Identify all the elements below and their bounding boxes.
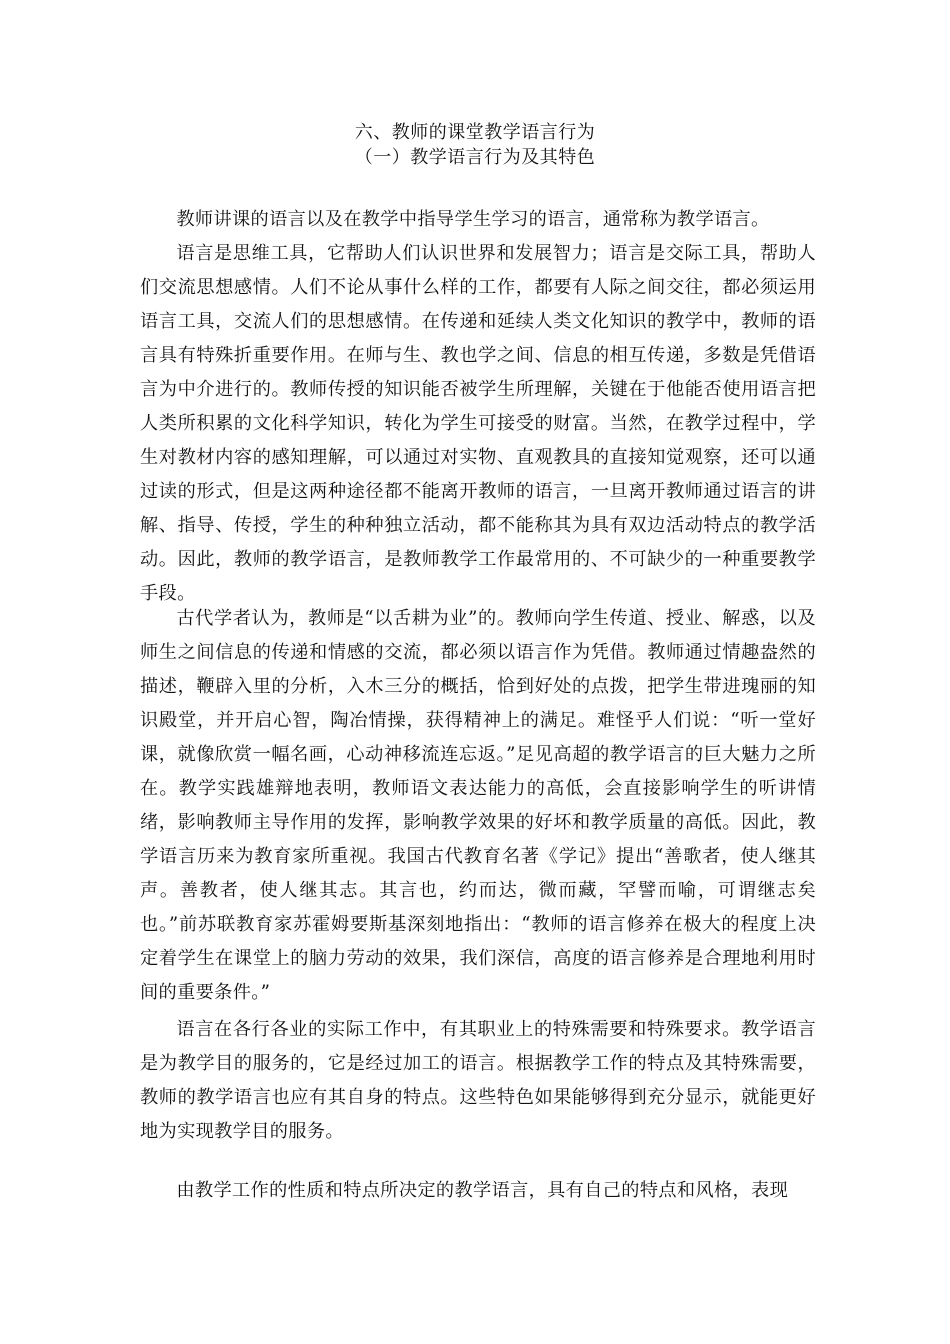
subsection-title: （一）教学语言行为及其特色 (354, 147, 596, 168)
paragraph-ancient-scholars: 古代学者认为，教师是“以舌耕为业”的。教师向学生传道、授业、解惑，以及师生之间信息的传递和情感的交流，都必须以语言作为凭借。教师通过情趣盎然的描述，鞭辟入里的分析，入木三分的概括，恰到好处的点拨，把学生带进瑰丽的知识殿堂，并开启心智，陶冶情操，获得精神上的满足。难怪乎人们说：“听一堂好课，就像欣赏一幅名画，心动神移流连忘返。”足见高超的教学语言的巨大魅力之所在。教学实践雄辩地表明，教师语文表达能力的高低，会直接影响学生的听讲情绪，影响教师主导作用的发挥，影响教学效果的好坏和教学质量的高低。因此，教学语言历来为教育家所重视。我国古代教育名著《学记》提出“善歌者，使人继其声。善教者，使人继其志。其言也，约而达，微而藏，罕譬而喻，可谓继志矣也。”前苏联教育家苏霍姆要斯基深刻地指出：“教师的语言修养在极大的程度上决定着学生在课堂上的脑力劳动的效果，我们深信，高度的语言修养是合理地利用时间的重要条件。” (140, 608, 816, 1003)
paragraph-characteristics-intro: 由教学工作的性质和特点所决定的教学语言，具有自己的特点和风格，表现 (176, 1180, 789, 1201)
paragraph-language-as-tool: 语言是思维工具，它帮助人们认识世界和发展智力；语言是交际工具，帮助人们交流思想感情。人们不论从事什么样的工作，都要有人际之间交往，都必须运用语言工具，交流人们的思想感情。在传递和延续人类文化知识的教学中，教师的语言具有特殊折重要作用。在师与生、教也学之间、信息的相互传递，多数是凭借语言为中介进行的。教师传授的知识能否被学生所理解，关键在于他能否使用语言把人类所积累的文化科学知识，转化为学生可接受的财富。当然，在教学过程中，学生对教材内容的感知理解，可以通过对实物、直观教具的直接知觉观察，还可以通过读的形式，但是这两种途径都不能离开教师的语言，一旦离开教师通过语言的讲解、指导、传授，学生的种种独立活动，都不能称其为具有双边活动特点的教学活动。因此，教师的教学语言，是教师教学工作最常用的、不可缺少的一种重要教学手段。 (140, 243, 816, 604)
section-title: 六、教师的课堂教学语言行为 (354, 122, 596, 143)
paragraph-professional-language: 语言在各行各业的实际工作中，有其职业上的特殊需要和特殊要求。教学语言是为教学目的服务的，它是经过加工的语言。根据教学工作的特点及其特殊需要，教师的教学语言也应有其自身的特点。这些特色如果能够得到充分显示，就能更好地为实现教学目的服务。 (140, 1019, 816, 1142)
paragraph-definition: 教师讲课的语言以及在教学中指导学生学习的语言，通常称为教学语言。 (176, 209, 770, 230)
